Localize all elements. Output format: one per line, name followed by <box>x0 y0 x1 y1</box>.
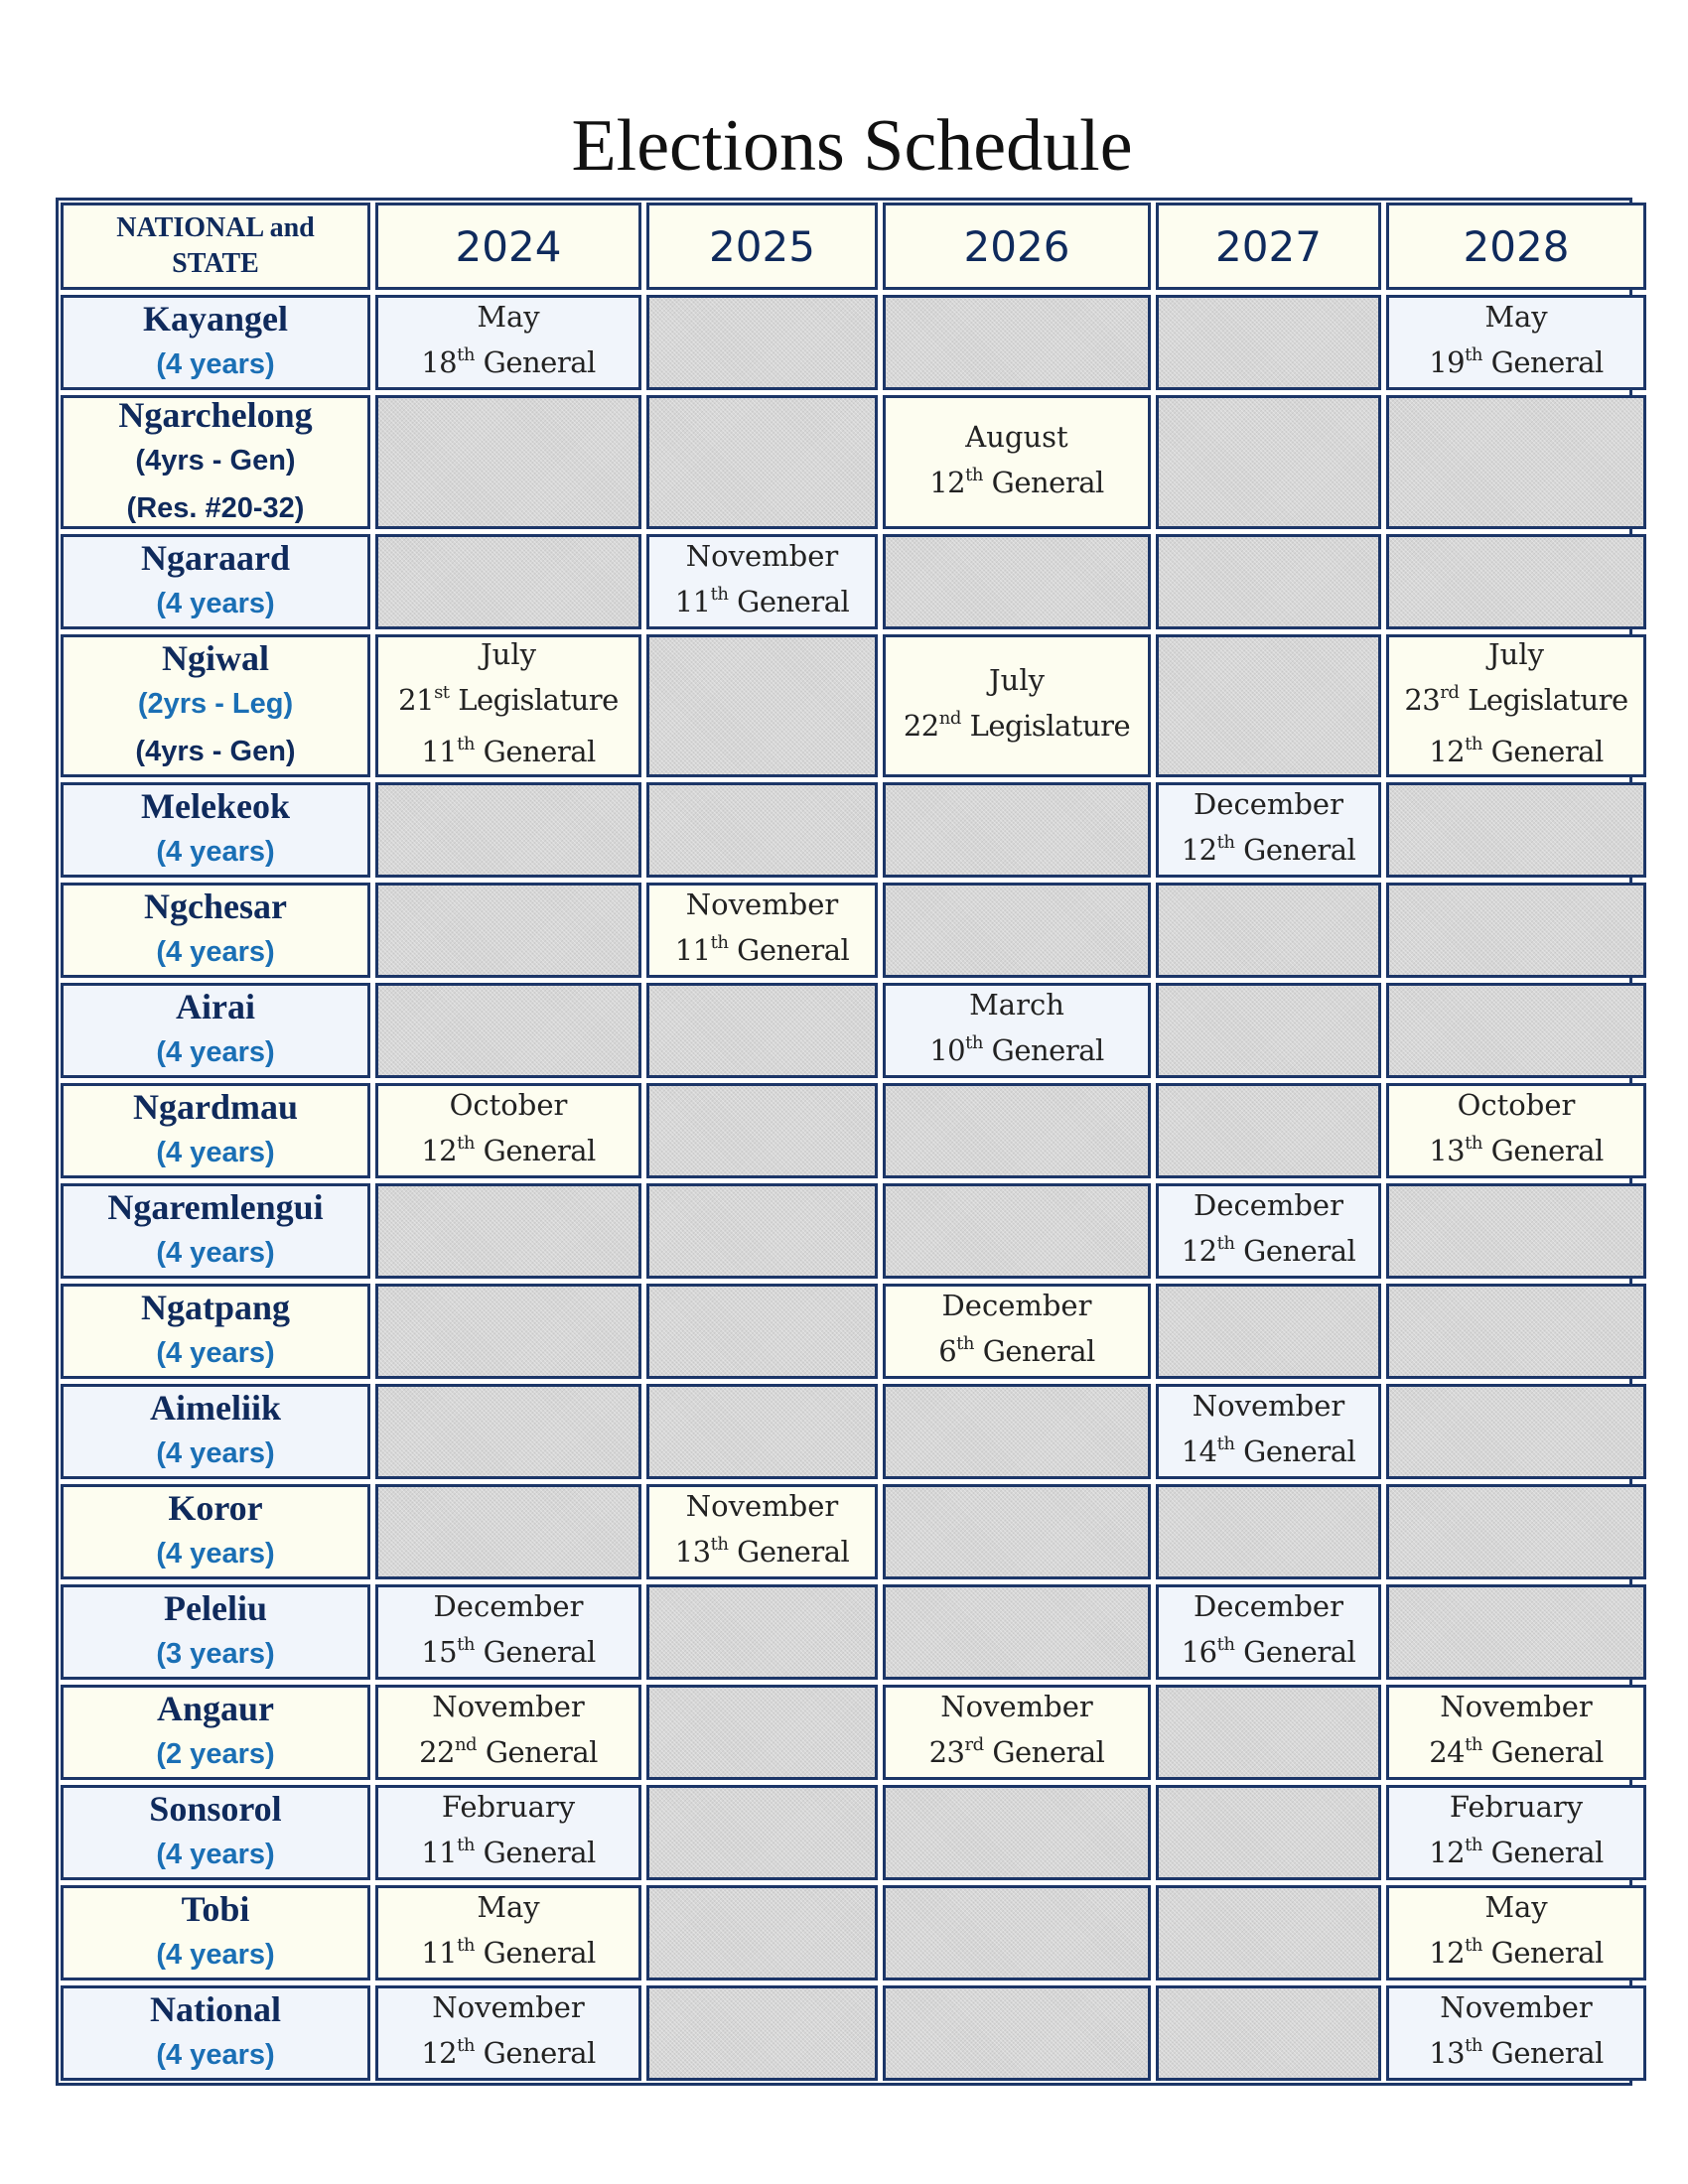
election-line <box>421 1626 596 1678</box>
state-name: Ngaraard <box>141 538 290 578</box>
election-month: May <box>1484 1890 1548 1924</box>
election-cell <box>1156 1384 1381 1479</box>
election-cell <box>1386 634 1646 777</box>
empty-cell <box>1156 634 1381 777</box>
empty-cell <box>1156 534 1381 629</box>
election-line <box>929 1726 1105 1778</box>
state-name: Ngchesar <box>144 887 287 926</box>
election-month: November <box>432 1690 585 1723</box>
empty-cell <box>646 1183 878 1279</box>
ordinal-suffix: th <box>710 584 729 605</box>
empty-cell <box>1386 1584 1646 1680</box>
empty-cell <box>375 782 641 878</box>
state-cell <box>61 1685 370 1780</box>
ordinal-suffix: th <box>710 1534 729 1555</box>
election-month: May <box>1484 300 1548 334</box>
election-type: General <box>483 1836 596 1869</box>
ordinal-suffix: th <box>1465 1734 1482 1755</box>
election-cell <box>646 883 878 978</box>
empty-cell <box>1156 1083 1381 1178</box>
header-year-2028 <box>1386 203 1646 290</box>
election-cell <box>375 634 641 777</box>
state-cell <box>61 883 370 978</box>
election-cell <box>883 395 1151 529</box>
state-term: (4 years) <box>156 1337 275 1369</box>
election-cell <box>375 1083 641 1178</box>
ordinal-number: 15 <box>421 1635 458 1669</box>
ordinal-number: 24 <box>1429 1735 1466 1769</box>
ordinal-suffix: th <box>1465 344 1482 365</box>
election-cell <box>375 1785 641 1880</box>
empty-cell <box>646 1685 878 1780</box>
header-label-cell <box>61 203 370 290</box>
state-term: (4yrs - Gen) <box>135 736 296 767</box>
ordinal-suffix: th <box>965 464 983 485</box>
election-cell <box>375 1885 641 1980</box>
empty-cell <box>1386 883 1646 978</box>
election-type: Legislature <box>458 683 619 717</box>
ordinal-suffix: th <box>457 734 475 754</box>
empty-cell <box>646 782 878 878</box>
state-name: Angaur <box>156 1689 275 1728</box>
ordinal-suffix: th <box>1216 1433 1235 1454</box>
empty-cell <box>883 1484 1151 1579</box>
empty-cell <box>1386 782 1646 878</box>
election-line <box>1429 1827 1604 1878</box>
election-line <box>1182 1426 1356 1477</box>
state-term: (4 years) <box>156 836 275 868</box>
empty-cell <box>1156 295 1381 390</box>
election-type: General <box>1490 735 1604 768</box>
election-line <box>1182 824 1356 876</box>
header-label-line1: NATIONAL and <box>116 212 315 243</box>
state-term: (4 years) <box>156 1538 275 1570</box>
election-month: December <box>941 1289 1092 1322</box>
empty-cell <box>883 1584 1151 1680</box>
empty-cell <box>646 1584 878 1680</box>
election-cell <box>375 295 641 390</box>
ordinal-suffix: th <box>457 1133 475 1154</box>
election-line <box>675 1526 850 1577</box>
ordinal-number: 14 <box>1181 1434 1217 1468</box>
state-term: (4 years) <box>156 1839 275 1870</box>
state-term: (4 years) <box>156 588 275 619</box>
election-month: July <box>481 637 536 671</box>
election-type: General <box>737 585 850 618</box>
empty-cell <box>1386 395 1646 529</box>
header-year-2025 <box>646 203 878 290</box>
ordinal-suffix: th <box>956 1333 974 1354</box>
election-cell <box>646 534 878 629</box>
state-name: Sonsorol <box>149 1789 282 1829</box>
election-month: November <box>1440 1690 1593 1723</box>
empty-cell <box>646 1885 878 1980</box>
election-month: December <box>1194 1188 1343 1222</box>
ordinal-suffix: nd <box>938 708 961 729</box>
ordinal-suffix: th <box>1216 1233 1235 1254</box>
ordinal-number: 11 <box>674 585 711 618</box>
empty-cell <box>646 1785 878 1880</box>
election-month: November <box>432 1990 585 2024</box>
empty-cell <box>646 295 878 390</box>
ordinal-number: 12 <box>1429 1936 1466 1970</box>
state-name: Tobi <box>181 1889 250 1929</box>
ordinal-suffix: th <box>457 2035 475 2056</box>
election-month: December <box>1194 787 1343 821</box>
election-cell <box>1386 1685 1646 1780</box>
election-cell <box>883 983 1151 1078</box>
election-line <box>929 1024 1104 1076</box>
page-title: Elections Schedule <box>571 105 1133 187</box>
state-cell <box>61 395 370 529</box>
state-term: (4 years) <box>156 348 275 380</box>
state-term: (4 years) <box>156 1237 275 1269</box>
empty-cell <box>883 782 1151 878</box>
ordinal-number: 11 <box>421 1836 458 1869</box>
empty-cell <box>883 1985 1151 2081</box>
empty-cell <box>375 1484 641 1579</box>
empty-cell <box>375 395 641 529</box>
election-cell <box>1386 1083 1646 1178</box>
empty-cell <box>1386 1284 1646 1379</box>
empty-cell <box>1386 1183 1646 1279</box>
election-type: General <box>1243 1234 1356 1268</box>
empty-cell <box>375 1183 641 1279</box>
ordinal-number: 12 <box>929 465 966 499</box>
ordinal-number: 16 <box>1181 1635 1217 1669</box>
ordinal-suffix: th <box>965 1032 983 1053</box>
empty-cell <box>883 295 1151 390</box>
year-label: 2026 <box>963 221 1070 271</box>
ordinal-suffix: rd <box>1440 682 1460 703</box>
election-cell <box>646 1484 878 1579</box>
state-cell <box>61 1785 370 1880</box>
election-type: General <box>1490 2036 1604 2070</box>
empty-cell <box>646 1083 878 1178</box>
ordinal-suffix: th <box>1465 1133 1482 1154</box>
empty-cell <box>375 1284 641 1379</box>
elections-schedule-table <box>56 198 1632 2086</box>
election-cell <box>1156 1183 1381 1279</box>
election-type: General <box>737 933 850 967</box>
election-type: General <box>485 1735 598 1769</box>
empty-cell <box>883 1785 1151 1880</box>
election-month: November <box>685 887 839 921</box>
election-cell <box>1386 295 1646 390</box>
election-cell <box>1386 1785 1646 1880</box>
election-type: General <box>483 1635 596 1669</box>
ordinal-suffix: th <box>1465 1935 1482 1956</box>
election-cell <box>883 1284 1151 1379</box>
header-label-line2: STATE <box>172 248 259 279</box>
election-line <box>1182 1225 1356 1277</box>
election-line <box>938 1325 1095 1377</box>
state-term: (2 years) <box>156 1738 275 1770</box>
election-month: February <box>441 1790 576 1824</box>
election-cell <box>883 1685 1151 1780</box>
election-cell <box>375 1985 641 2081</box>
election-cell <box>375 1584 641 1680</box>
empty-cell <box>1156 983 1381 1078</box>
election-type: General <box>991 465 1104 499</box>
election-month: May <box>477 300 540 334</box>
ordinal-suffix: th <box>710 932 729 953</box>
state-term: (2yrs - Leg) <box>137 688 294 720</box>
election-line <box>421 1827 596 1878</box>
election-type: General <box>483 735 596 768</box>
state-cell <box>61 534 370 629</box>
empty-cell <box>883 1885 1151 1980</box>
election-type: General <box>483 1936 596 1970</box>
empty-cell <box>883 1083 1151 1178</box>
election-line <box>1182 1626 1356 1678</box>
empty-cell <box>646 634 878 777</box>
empty-cell <box>1156 1985 1381 2081</box>
election-line <box>1404 674 1627 726</box>
election-month: March <box>969 988 1064 1022</box>
state-name: Ngardmau <box>132 1087 298 1127</box>
state-cell <box>61 1183 370 1279</box>
election-line <box>1429 337 1604 388</box>
ordinal-number: 12 <box>1181 833 1217 867</box>
ordinal-number: 11 <box>421 1936 458 1970</box>
state-name: Melekeok <box>141 786 290 826</box>
state-cell <box>61 1584 370 1680</box>
election-month: October <box>449 1088 568 1122</box>
election-month: November <box>685 539 839 573</box>
election-line <box>398 674 619 726</box>
ordinal-number: 21 <box>398 683 435 717</box>
empty-cell <box>883 1183 1151 1279</box>
election-line <box>419 1726 598 1778</box>
election-line <box>1429 1726 1604 1778</box>
state-name: Ngarchelong <box>118 394 313 435</box>
election-type: General <box>1490 1836 1604 1869</box>
ordinal-number: 12 <box>421 2036 458 2070</box>
empty-cell <box>646 395 878 529</box>
state-term: (4 years) <box>156 1437 275 1469</box>
election-line <box>421 337 596 388</box>
year-label: 2028 <box>1463 221 1570 271</box>
ordinal-suffix: th <box>457 1835 475 1855</box>
state-name: Airai <box>176 987 255 1026</box>
header-year-2026 <box>883 203 1151 290</box>
election-cell <box>1156 1584 1381 1680</box>
ordinal-suffix: rd <box>964 1734 984 1755</box>
election-type: General <box>483 2036 596 2070</box>
state-cell <box>61 782 370 878</box>
election-type: Legislature <box>969 709 1131 743</box>
election-cell <box>1386 1985 1646 2081</box>
election-month: July <box>1488 637 1544 671</box>
state-name: Kayangel <box>142 299 288 339</box>
election-type: General <box>1243 1434 1356 1468</box>
election-type: General <box>991 1033 1104 1067</box>
ordinal-number: 12 <box>1429 735 1466 768</box>
state-cell <box>61 1484 370 1579</box>
election-type: General <box>737 1535 850 1569</box>
state-term: (4 years) <box>156 1939 275 1971</box>
ordinal-suffix: th <box>457 344 475 365</box>
empty-cell <box>646 1384 878 1479</box>
ordinal-number: 6 <box>938 1334 957 1368</box>
state-term: (4 years) <box>156 1137 275 1168</box>
state-cell <box>61 1885 370 1980</box>
ordinal-number: 11 <box>421 735 458 768</box>
empty-cell <box>646 983 878 1078</box>
state-term: (4yrs - Gen) <box>135 444 296 477</box>
empty-cell <box>1156 1885 1381 1980</box>
election-month: May <box>477 1890 540 1924</box>
election-line <box>1429 1125 1604 1176</box>
state-cell <box>61 634 370 777</box>
ordinal-number: 13 <box>1429 2036 1466 2070</box>
state-term: (4 years) <box>156 936 275 968</box>
empty-cell <box>375 1384 641 1479</box>
election-type: General <box>992 1735 1105 1769</box>
empty-cell <box>883 883 1151 978</box>
election-line <box>904 700 1130 751</box>
ordinal-suffix: nd <box>454 1734 478 1755</box>
election-month: July <box>989 663 1045 697</box>
state-cell <box>61 1083 370 1178</box>
election-type: General <box>483 345 596 379</box>
state-name: Aimeliik <box>150 1388 281 1428</box>
ordinal-number: 12 <box>1429 1836 1466 1869</box>
election-month: November <box>940 1690 1093 1723</box>
election-type: General <box>1490 1735 1604 1769</box>
election-type: General <box>483 1134 596 1167</box>
header-year-2027 <box>1156 203 1381 290</box>
empty-cell <box>1386 983 1646 1078</box>
ordinal-number: 12 <box>421 1134 458 1167</box>
election-line <box>1429 726 1604 777</box>
election-line <box>675 924 850 976</box>
ordinal-number: 13 <box>674 1535 711 1569</box>
election-month: February <box>1449 1790 1584 1824</box>
ordinal-number: 18 <box>421 345 458 379</box>
election-month: December <box>1194 1589 1343 1623</box>
state-name: Ngatpang <box>140 1288 291 1327</box>
election-month: August <box>965 419 1068 454</box>
empty-cell <box>375 883 641 978</box>
ordinal-number: 11 <box>674 933 711 967</box>
header-year-2024 <box>375 203 641 290</box>
ordinal-number: 22 <box>903 709 939 743</box>
election-month: December <box>433 1589 584 1623</box>
election-type: General <box>982 1334 1095 1368</box>
empty-cell <box>1386 1484 1646 1579</box>
election-line <box>1429 1927 1604 1979</box>
election-cell <box>1386 1885 1646 1980</box>
election-line <box>675 576 850 627</box>
year-label: 2027 <box>1215 221 1322 271</box>
empty-cell <box>1386 534 1646 629</box>
state-cell <box>61 1284 370 1379</box>
election-cell <box>1156 782 1381 878</box>
election-line <box>421 1927 596 1979</box>
state-cell <box>61 295 370 390</box>
empty-cell <box>883 534 1151 629</box>
empty-cell <box>1156 1785 1381 1880</box>
election-line <box>421 726 596 777</box>
ordinal-number: 22 <box>419 1735 455 1769</box>
empty-cell <box>883 1384 1151 1479</box>
election-month: October <box>1457 1088 1576 1122</box>
election-type: General <box>1243 1635 1356 1669</box>
empty-cell <box>375 534 641 629</box>
ordinal-suffix: th <box>1465 2035 1482 2056</box>
ordinal-number: 23 <box>928 1735 965 1769</box>
ordinal-number: 12 <box>1181 1234 1217 1268</box>
election-line <box>1429 2027 1604 2079</box>
empty-cell <box>1156 883 1381 978</box>
ordinal-number: 13 <box>1429 1134 1466 1167</box>
empty-cell <box>1156 1685 1381 1780</box>
ordinal-number: 23 <box>1404 683 1441 717</box>
election-month: November <box>685 1489 839 1523</box>
election-month: November <box>1192 1389 1345 1423</box>
state-term: (4 years) <box>156 2039 275 2071</box>
empty-cell <box>375 983 641 1078</box>
ordinal-suffix: th <box>457 1935 475 1956</box>
state-name: Ngaremlengui <box>107 1187 324 1227</box>
empty-cell <box>1386 1384 1646 1479</box>
state-term: (Res. #20-32) <box>126 491 305 524</box>
empty-cell <box>646 1985 878 2081</box>
election-type: General <box>1243 833 1356 867</box>
ordinal-suffix: th <box>1465 734 1482 754</box>
empty-cell <box>1156 1284 1381 1379</box>
state-cell <box>61 1384 370 1479</box>
ordinal-suffix: th <box>1216 832 1235 853</box>
state-name: Koror <box>168 1488 263 1528</box>
ordinal-number: 19 <box>1429 345 1466 379</box>
ordinal-number: 10 <box>929 1033 966 1067</box>
election-line <box>421 2027 596 2079</box>
election-line <box>421 1125 596 1176</box>
election-cell <box>883 634 1151 777</box>
state-name: Ngiwal <box>162 638 269 678</box>
empty-cell <box>1156 1484 1381 1579</box>
election-month: November <box>1440 1990 1593 2024</box>
empty-cell <box>1156 395 1381 529</box>
empty-cell <box>646 1284 878 1379</box>
year-label: 2025 <box>709 221 815 271</box>
election-cell <box>375 1685 641 1780</box>
state-term: (4 years) <box>156 1036 275 1068</box>
election-type: Legislature <box>1468 683 1628 717</box>
election-type: General <box>1490 1134 1604 1167</box>
ordinal-suffix: st <box>434 682 450 703</box>
state-term: (3 years) <box>156 1638 275 1670</box>
schedule-grid <box>61 203 1627 2081</box>
state-cell <box>61 983 370 1078</box>
year-label: 2024 <box>455 221 562 271</box>
state-name: National <box>149 1989 281 2029</box>
state-name: Peleliu <box>164 1588 267 1628</box>
ordinal-suffix: th <box>1465 1835 1482 1855</box>
election-type: General <box>1490 345 1604 379</box>
state-cell <box>61 1985 370 2081</box>
election-line <box>929 457 1104 508</box>
ordinal-suffix: th <box>457 1634 475 1655</box>
election-type: General <box>1490 1936 1604 1970</box>
ordinal-suffix: th <box>1216 1634 1235 1655</box>
